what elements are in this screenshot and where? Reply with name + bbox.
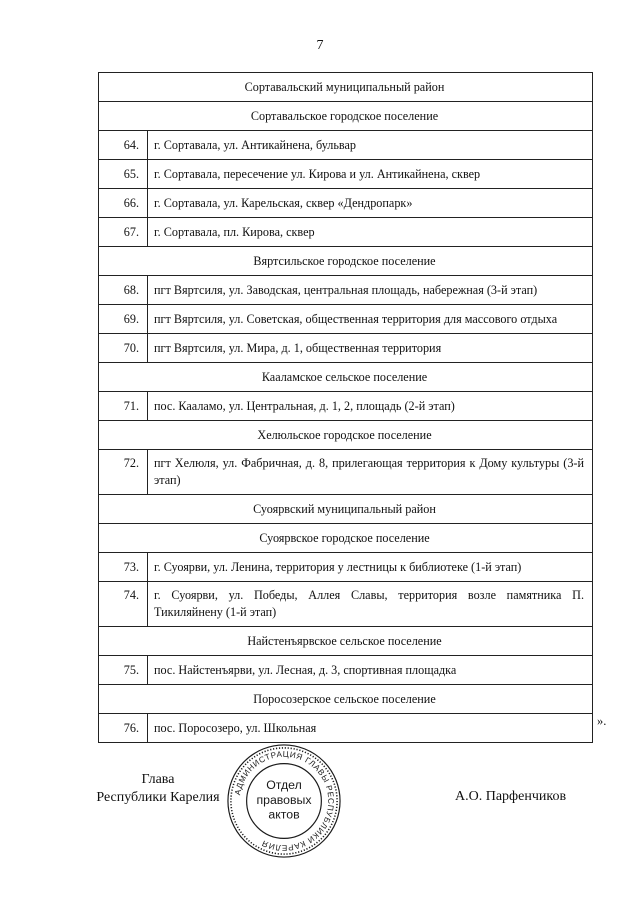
page-number: 7	[316, 38, 324, 53]
table-row	[99, 276, 593, 305]
section-header: Суоярвский муниципальный район	[99, 495, 593, 524]
row-number: 66.	[99, 189, 148, 218]
section-header-row	[99, 102, 593, 131]
section-header: Поросозерское сельское поселение	[99, 685, 593, 714]
row-address: пос. Поросозеро, ул. Школьная	[148, 714, 593, 743]
table-row	[99, 450, 593, 495]
row-address: пос. Кааламо, ул. Центральная, д. 1, 2, площадь (2-й этап)	[148, 392, 593, 421]
section-header: Хелюльское городское поселение	[99, 421, 593, 450]
row-number: 74.	[99, 582, 148, 627]
table-row	[99, 392, 593, 421]
territory-table-body	[99, 73, 593, 743]
row-number: 75.	[99, 656, 148, 685]
table-row	[99, 656, 593, 685]
signatory-title-line1: Глава	[141, 772, 175, 787]
section-header: Найстенъярвское сельское поселение	[99, 627, 593, 656]
stamp-line3: актов	[268, 807, 300, 822]
table-row	[99, 131, 593, 160]
row-number: 67.	[99, 218, 148, 247]
section-header: Кааламское сельское поселение	[99, 363, 593, 392]
stamp-seal-graphic	[225, 742, 343, 860]
table-row	[99, 189, 593, 218]
row-number: 76.	[99, 714, 148, 743]
row-number: 69.	[99, 305, 148, 334]
row-number: 73.	[99, 553, 148, 582]
stamp-seal	[225, 742, 343, 860]
section-header-row	[99, 627, 593, 656]
table-row	[99, 582, 593, 627]
row-number: 68.	[99, 276, 148, 305]
section-header-row	[99, 524, 593, 553]
row-number: 64.	[99, 131, 148, 160]
table-row	[99, 553, 593, 582]
row-address: пос. Найстенъярви, ул. Лесная, д. 3, спортивная площадка	[148, 656, 593, 685]
signatory-title-line2: Республики Карелия	[96, 790, 220, 805]
section-header: Сортавальский муниципальный район	[99, 73, 593, 102]
section-header-row	[99, 73, 593, 102]
territory-table	[98, 72, 593, 743]
table-row	[99, 218, 593, 247]
section-header-row	[99, 685, 593, 714]
section-header-row	[99, 421, 593, 450]
table-row	[99, 160, 593, 189]
section-header-row	[99, 247, 593, 276]
section-header-row	[99, 363, 593, 392]
table-row	[99, 334, 593, 363]
row-address: г. Суоярви, ул. Победы, Аллея Славы, территория возле памятника П. Тикиляйнену (1-й этап)	[148, 582, 593, 627]
row-address: г. Сортавала, пересечение ул. Кирова и ул. Антикайнена, сквер	[148, 160, 593, 189]
row-address: пгт Вяртсиля, ул. Мира, д. 1, общественная территория	[148, 334, 593, 363]
signatory-name: А.О. Парфенчиков	[455, 789, 567, 804]
section-header: Сортавальское городское поселение	[99, 102, 593, 131]
stamp-line1: Отдел	[266, 778, 302, 793]
row-address: пгт Вяртсиля, ул. Заводская, центральная площадь, набережная (3-й этап)	[148, 276, 593, 305]
table-row	[99, 305, 593, 334]
row-address: г. Суоярви, ул. Ленина, территория у лестницы к библиотеке (1-й этап)	[148, 553, 593, 582]
row-number: 71.	[99, 392, 148, 421]
section-header: Вяртсильское городское поселение	[99, 247, 593, 276]
row-address: г. Сортавала, ул. Карельская, сквер «Дендропарк»	[148, 189, 593, 218]
stamp-ring-text: АДМИНИСТРАЦИЯ ГЛАВЫ РЕСПУБЛИКИ КАРЕЛИЯ	[233, 749, 336, 853]
row-address: г. Сортавала, ул. Антикайнена, бульвар	[148, 131, 593, 160]
closing-quote: ».	[597, 714, 607, 728]
signatory-title	[88, 771, 228, 807]
row-number: 65.	[99, 160, 148, 189]
table-row	[99, 714, 593, 743]
row-number: 72.	[99, 450, 148, 495]
row-address: пгт Хелюля, ул. Фабричная, д. 8, прилегающая территория к Дому культуры (3-й этап)	[148, 450, 593, 495]
row-address: пгт Вяртсиля, ул. Советская, общественная территория для массового отдыха	[148, 305, 593, 334]
row-address: г. Сортавала, пл. Кирова, сквер	[148, 218, 593, 247]
row-number: 70.	[99, 334, 148, 363]
stamp-line2: правовых	[256, 792, 312, 807]
section-header-row	[99, 495, 593, 524]
section-header: Суоярвское городское поселение	[99, 524, 593, 553]
